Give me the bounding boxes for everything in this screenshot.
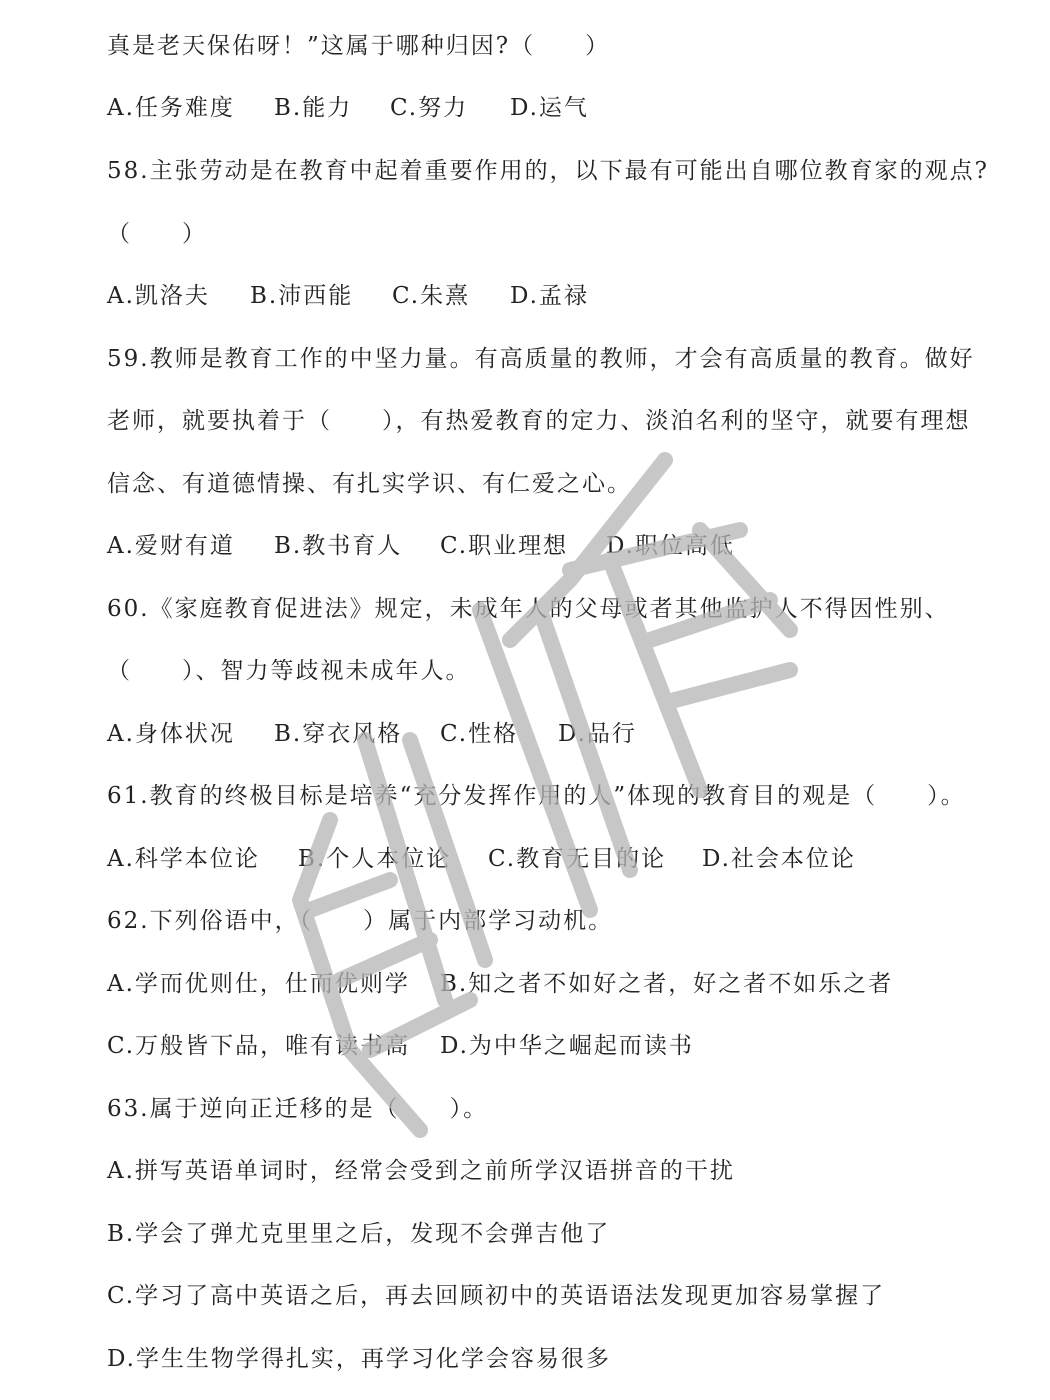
- q59-stem-line1: 59.教师是教育工作的中坚力量。有高质量的教师，才会有高质量的教育。做好: [107, 346, 975, 372]
- q58-option-d: D.孟禄: [510, 283, 589, 309]
- q62-option-b: B.知之者不如好之者，好之者不如乐之者: [440, 971, 894, 997]
- q59-stem-line3: 信念、有道德情操、有扎实学识、有仁爱之心。: [107, 471, 632, 497]
- q61-option-c: C.教育无目的论: [488, 846, 667, 872]
- q60-option-c: C.性格: [440, 721, 519, 747]
- q63-stem: 63.属于逆向正迁移的是（ ）。: [107, 1096, 489, 1122]
- q60-option-b: B.穿衣风格: [274, 721, 403, 747]
- q60-stem-line2: （ ）、智力等歧视未成年人。: [107, 658, 471, 684]
- q63-option-b: B.学会了弹尤克里里之后，发现不会弹吉他了: [107, 1221, 611, 1247]
- q57-option-c: C.努力: [390, 95, 469, 121]
- q59-stem-line2: 老师，就要执着于（ ），有热爱教育的定力、淡泊名利的坚守，就要有理想: [107, 408, 971, 434]
- q62-option-d: D.为中华之崛起而读书: [440, 1033, 694, 1059]
- q57-option-b: B.能力: [274, 95, 353, 121]
- q61-option-a: A.科学本位论: [107, 846, 260, 872]
- q59-option-d: D.职位高低: [606, 533, 735, 559]
- q58-option-b: B.沛西能: [250, 283, 354, 309]
- q61-option-d: D.社会本位论: [702, 846, 856, 872]
- q63-option-a: A.拼写英语单词时，经常会受到之前所学汉语拼音的干扰: [107, 1158, 735, 1184]
- q58-blank: （ ）: [107, 221, 207, 247]
- q60-stem-line1: 60.《家庭教育促进法》规定，未成年人的父母或者其他监护人不得因性别、: [107, 596, 950, 622]
- q63-option-d: D.学生生物学得扎实，再学习化学会容易很多: [107, 1346, 611, 1372]
- q58-option-c: C.朱熹: [392, 283, 471, 309]
- q57-option-a: A.任务难度: [107, 95, 235, 121]
- q62-option-a: A.学而优则仕，仕而优则学: [107, 971, 410, 997]
- q62-stem: 62.下列俗语中，（ ）属于内部学习动机。: [107, 908, 614, 934]
- q57-option-d: D.运气: [510, 95, 589, 121]
- q58-stem: 58.主张劳动是在教育中起着重要作用的，以下最有可能出自哪位教育家的观点?: [107, 158, 989, 184]
- q59-option-b: B.教书育人: [274, 533, 403, 559]
- q61-option-b: B.个人本位论: [298, 846, 452, 872]
- q58-option-a: A.凯洛夫: [107, 283, 210, 309]
- q63-option-c: C.学习了高中英语之后，再去回顾初中的英语语法发现更加容易掌握了: [107, 1283, 886, 1309]
- q61-stem: 61.教育的终极目标是培养“充分发挥作用的人”体现的教育目的观是（ ）。: [107, 783, 966, 809]
- q57-stem-tail: 真是老天保佑呀！”这属于哪种归因?（ ）: [107, 33, 611, 59]
- q60-option-d: D.品行: [558, 721, 637, 747]
- q59-option-c: C.职业理想: [440, 533, 569, 559]
- q59-option-a: A.爱财有道: [107, 533, 235, 559]
- q60-option-a: A.身体状况: [107, 721, 235, 747]
- q62-option-c: C.万般皆下品，唯有读书高: [107, 1033, 411, 1059]
